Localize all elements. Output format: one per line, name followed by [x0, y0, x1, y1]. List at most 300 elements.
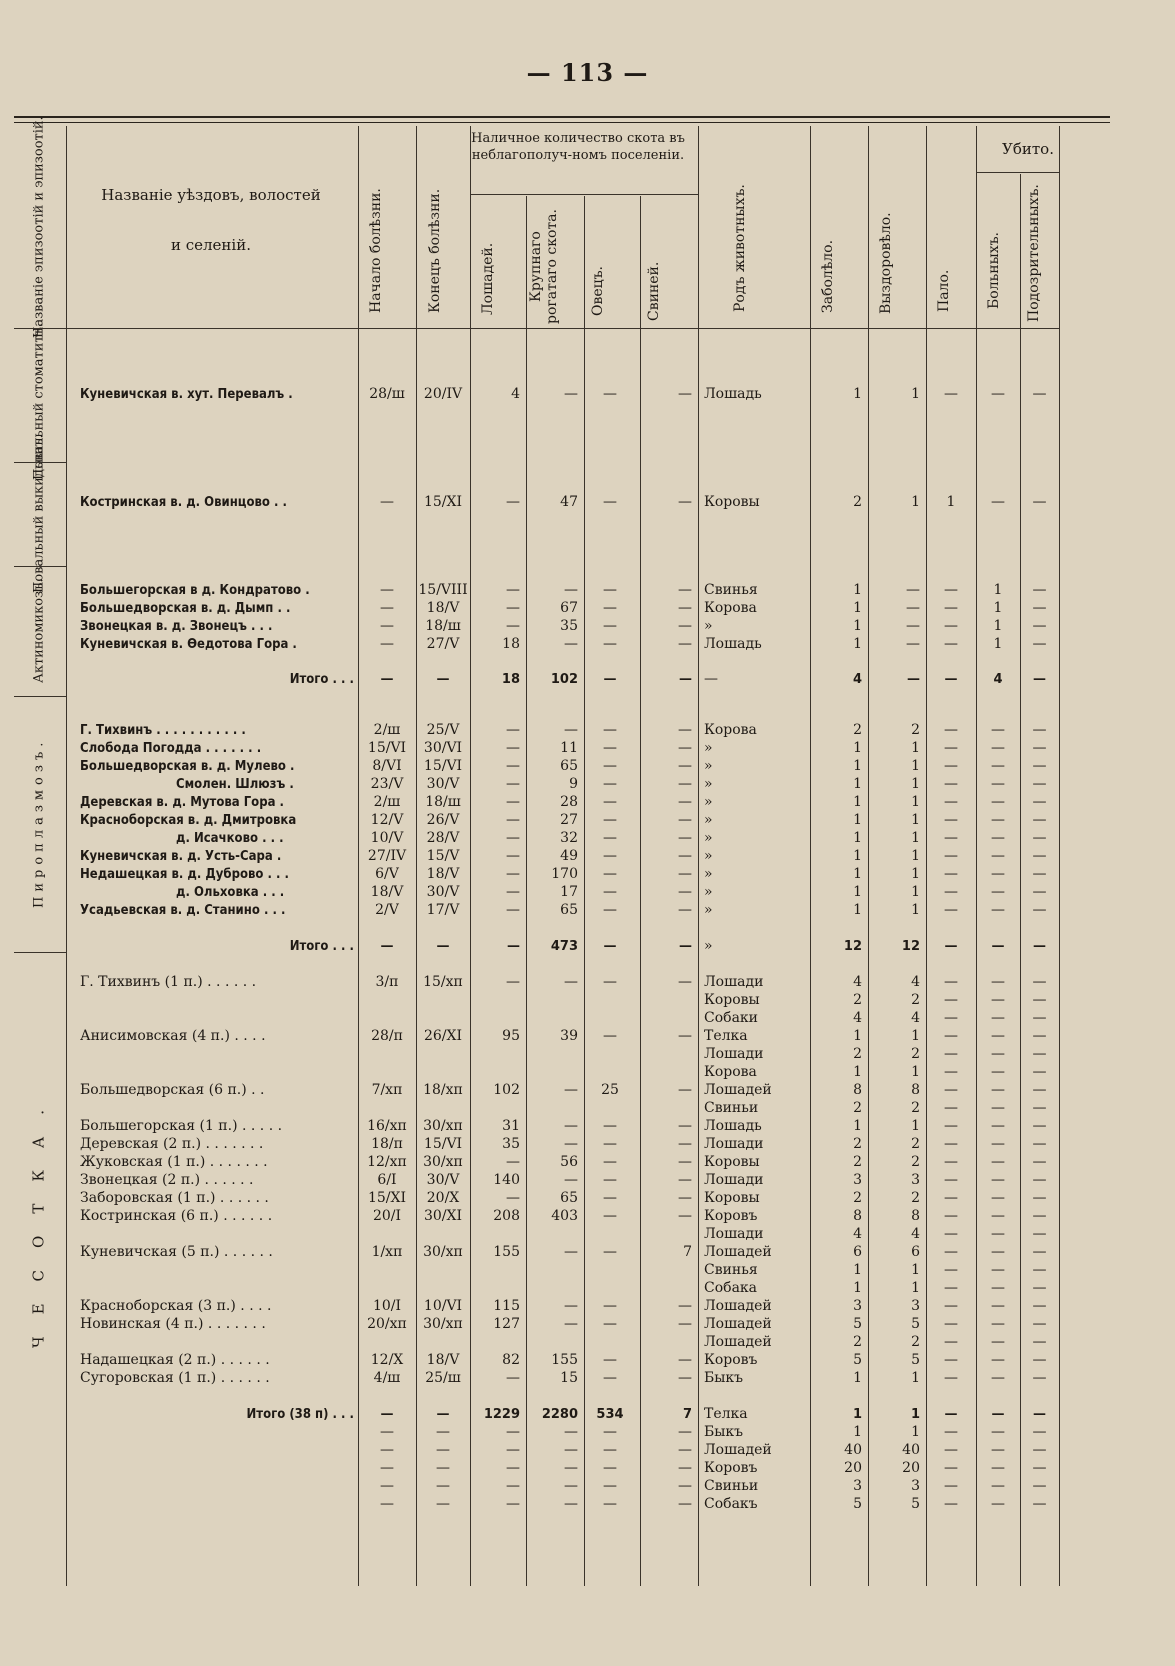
cell-killed-sick: —: [991, 1407, 1005, 1422]
cell-killed-sick: —: [991, 866, 1005, 882]
cell-killed-suspect: —: [1032, 830, 1047, 846]
row-place-name: Большедворская в. д. Дымп . .: [80, 601, 291, 616]
cell-pigs: —: [678, 776, 692, 792]
cell-recovered: 4: [911, 1010, 920, 1026]
cell-sheep: —: [603, 758, 617, 774]
cell-killed-suspect: —: [1033, 939, 1046, 954]
cell-killed-suspect: —: [1032, 1028, 1047, 1044]
cell-animal-kind: Коровъ: [704, 1208, 758, 1224]
cell-died: —: [944, 740, 958, 756]
section-rule: [14, 462, 66, 463]
row-place-name: Смолен. Шлюзъ .: [176, 777, 294, 792]
cell-horses: —: [506, 1190, 520, 1206]
cell-end: 15/хп: [423, 974, 463, 990]
cell-killed-sick: —: [991, 939, 1005, 954]
cell-fell-ill: 1: [853, 582, 862, 598]
cell-died: —: [944, 1064, 958, 1080]
cell-fell-ill: 1: [853, 1064, 862, 1080]
cell-animal-kind: »: [704, 812, 713, 828]
cell-pigs: —: [678, 902, 692, 918]
cell-fell-ill: 40: [844, 1442, 862, 1458]
cell-big-cattle: 28: [560, 794, 578, 810]
cell-sheep: —: [603, 1298, 617, 1314]
cell-animal-kind: »: [704, 740, 713, 756]
cell-killed-sick: —: [991, 494, 1005, 510]
cell-start: 15/XI: [367, 1190, 407, 1206]
column-rule: [416, 126, 417, 1586]
cell-animal-kind: Лошадей: [704, 1334, 772, 1350]
cell-recovered: 1: [911, 1424, 920, 1440]
cell-end: 18/хп: [423, 1082, 463, 1098]
cell-died: —: [944, 992, 958, 1008]
cell-killed-sick: —: [991, 1136, 1005, 1152]
cell-animal-kind: »: [704, 758, 713, 774]
cell-big-cattle: —: [564, 386, 578, 402]
cell-recovered: 1: [911, 902, 920, 918]
cell-killed-suspect: —: [1032, 1478, 1047, 1494]
cell-end: 30/V: [426, 884, 460, 900]
cell-recovered: 2: [911, 1136, 920, 1152]
cell-big-cattle: —: [564, 1424, 578, 1440]
cell-died: —: [944, 1208, 958, 1224]
cell-start: 18/V: [370, 884, 404, 900]
cell-horses: —: [506, 582, 520, 598]
cell-recovered: 1: [911, 848, 920, 864]
cell-start: 3/п: [375, 974, 399, 990]
cell-died: —: [944, 672, 958, 687]
cell-end: 15/XI: [423, 494, 463, 510]
cell-animal-kind: »: [704, 938, 713, 954]
row-place-name: Звонецкая (2 п.) . . . . . .: [80, 1172, 254, 1188]
cell-sheep: —: [603, 1172, 617, 1188]
cell-animal-kind: Быкъ: [704, 1370, 744, 1386]
cell-animal-kind: Свинья: [704, 582, 758, 598]
row-place-name: Слобода Погодда . . . . . . .: [80, 741, 262, 756]
cell-killed-sick: —: [991, 758, 1005, 774]
cell-fell-ill: 1: [853, 618, 862, 634]
cell-recovered: 5: [911, 1316, 920, 1332]
section-stomatitis: Повальный стоматитъ.: [31, 323, 47, 481]
cell-died: —: [944, 1352, 958, 1368]
cell-horses: —: [506, 974, 520, 990]
epizootic-table: [14, 116, 1110, 1586]
cell-animal-kind: Собака: [704, 1280, 758, 1296]
cell-start: —: [380, 582, 394, 598]
cell-sheep: 534: [596, 1407, 624, 1422]
row-place-name: Большегорская (1 п.) . . . . .: [80, 1118, 283, 1134]
cell-big-cattle: —: [564, 1496, 578, 1512]
cell-sheep: —: [603, 600, 617, 616]
cell-died: —: [944, 1334, 958, 1350]
cell-died: —: [944, 1370, 958, 1386]
cell-killed-suspect: —: [1032, 1136, 1047, 1152]
cell-start: —: [380, 1460, 394, 1476]
cell-big-cattle: —: [564, 974, 578, 990]
cell-fell-ill: 2: [853, 1100, 862, 1116]
column-rule: [1020, 174, 1021, 1586]
cell-killed-suspect: —: [1032, 1118, 1047, 1134]
header-rule: [14, 328, 1059, 329]
section-rule: [14, 952, 66, 953]
cell-animal-kind: Корова: [704, 600, 757, 616]
cell-killed-suspect: —: [1032, 812, 1047, 828]
column-rule: [810, 126, 811, 1586]
cell-horses: —: [506, 758, 520, 774]
cell-end: 17/V: [426, 902, 460, 918]
cell-animal-kind: Коровы: [704, 1154, 760, 1170]
cell-animal-kind: Быкъ: [704, 1424, 744, 1440]
cell-killed-sick: —: [991, 1262, 1005, 1278]
cell-animal-kind: »: [704, 902, 713, 918]
cell-killed-sick: —: [991, 1208, 1005, 1224]
cell-animal-kind: »: [704, 794, 713, 810]
cell-big-cattle: 2280: [541, 1407, 578, 1422]
section-scabies: ЧЕСОТКА.: [29, 1087, 48, 1349]
total-row-label: Итого . . .: [289, 939, 354, 954]
cell-recovered: 1: [911, 386, 920, 402]
cell-start: —: [380, 618, 394, 634]
cell-big-cattle: —: [564, 722, 578, 738]
cell-pigs: —: [678, 1442, 692, 1458]
cell-start: —: [380, 1442, 394, 1458]
cell-fell-ill: 1: [853, 902, 862, 918]
cell-sheep: —: [603, 812, 617, 828]
cell-animal-kind: Телка: [704, 1406, 748, 1422]
cell-fell-ill: 1: [853, 386, 862, 402]
cell-pigs: —: [678, 1424, 692, 1440]
row-place-name: Красноборская (3 п.) . . . .: [80, 1298, 272, 1314]
cell-pigs: —: [679, 939, 692, 954]
cell-recovered: 2: [911, 1190, 920, 1206]
cell-fell-ill: 5: [853, 1316, 862, 1332]
cell-sheep: —: [603, 1478, 617, 1494]
cell-killed-sick: —: [991, 1244, 1005, 1260]
cell-killed-suspect: —: [1032, 1334, 1047, 1350]
cell-killed-suspect: —: [1032, 848, 1047, 864]
cell-recovered: 3: [911, 1478, 920, 1494]
cell-end: 15/VIII: [418, 582, 468, 598]
cell-start: 2/ш: [373, 722, 401, 738]
row-place-name: Сугоровская (1 п.) . . . . . .: [80, 1370, 270, 1386]
header-died: Пало.: [936, 269, 952, 313]
cell-sheep: —: [603, 830, 617, 846]
cell-recovered: 1: [911, 830, 920, 846]
cell-killed-suspect: —: [1032, 1010, 1047, 1026]
cell-killed-sick: —: [991, 1316, 1005, 1332]
cell-killed-sick: 4: [993, 672, 1003, 687]
cell-fell-ill: 1: [853, 848, 862, 864]
header-killed-sick: Больныхъ.: [986, 232, 1002, 310]
cell-killed-sick: —: [991, 830, 1005, 846]
cell-pigs: —: [678, 582, 692, 598]
cell-animal-kind: »: [704, 618, 713, 634]
column-rule: [470, 126, 471, 1586]
cell-horses: 95: [502, 1028, 520, 1044]
cell-end: 30/V: [426, 776, 460, 792]
cell-horses: 102: [493, 1082, 520, 1098]
cell-fell-ill: 2: [853, 1136, 862, 1152]
cell-killed-sick: —: [991, 1334, 1005, 1350]
cell-start: 18/п: [371, 1136, 403, 1152]
cell-died: —: [944, 1442, 958, 1458]
cell-big-cattle: —: [564, 1478, 578, 1494]
cell-horses: 127: [493, 1316, 520, 1332]
cell-start: 4/ш: [373, 1370, 401, 1386]
cell-animal-kind: Коровы: [704, 494, 760, 510]
cell-big-cattle: 9: [569, 776, 578, 792]
cell-fell-ill: 5: [853, 1352, 862, 1368]
cell-sheep: —: [603, 1442, 617, 1458]
cell-died: —: [944, 386, 958, 402]
cell-recovered: 1: [911, 1064, 920, 1080]
cell-big-cattle: 49: [560, 848, 578, 864]
cell-start: 23/V: [370, 776, 404, 792]
row-place-name: Новинская (4 п.) . . . . . . .: [80, 1316, 266, 1332]
row-place-name: Деревская (2 п.) . . . . . . .: [80, 1136, 264, 1152]
cell-killed-suspect: —: [1032, 1352, 1047, 1368]
cell-fell-ill: 1: [853, 830, 862, 846]
cell-killed-sick: —: [991, 1064, 1005, 1080]
cell-killed-suspect: —: [1032, 618, 1047, 634]
cell-killed-suspect: —: [1032, 1100, 1047, 1116]
cell-big-cattle: 17: [560, 884, 578, 900]
cell-pigs: —: [678, 1460, 692, 1476]
cell-big-cattle: —: [564, 1460, 578, 1476]
cell-fell-ill: 1: [853, 758, 862, 774]
cell-killed-sick: 1: [993, 582, 1003, 598]
cell-start: 28/ш: [369, 386, 405, 402]
cell-pigs: —: [678, 636, 692, 652]
cell-died: —: [944, 636, 958, 652]
cell-killed-sick: —: [991, 776, 1005, 792]
cell-pigs: —: [678, 794, 692, 810]
cell-fell-ill: 1: [853, 1424, 862, 1440]
cell-killed-suspect: —: [1032, 494, 1047, 510]
cell-animal-kind: —: [704, 671, 718, 687]
cell-recovered: 1: [911, 740, 920, 756]
cell-killed-sick: —: [991, 1442, 1005, 1458]
cell-died: —: [944, 848, 958, 864]
cell-end: —: [436, 1460, 450, 1476]
cell-start: —: [380, 1407, 394, 1422]
cell-died: —: [944, 902, 958, 918]
cell-recovered: 1: [911, 812, 920, 828]
cell-killed-sick: —: [991, 902, 1005, 918]
cell-horses: 140: [493, 1172, 520, 1188]
cell-horses: —: [506, 812, 520, 828]
cell-killed-sick: —: [991, 812, 1005, 828]
cell-animal-kind: »: [704, 848, 713, 864]
row-place-name: Жуковская (1 п.) . . . . . . .: [80, 1154, 268, 1170]
cell-start: —: [380, 600, 394, 616]
cell-killed-suspect: —: [1032, 902, 1047, 918]
cell-fell-ill: 2: [853, 722, 862, 738]
cell-killed-suspect: —: [1032, 582, 1047, 598]
cell-sheep: —: [603, 848, 617, 864]
cell-recovered: 40: [902, 1442, 920, 1458]
cell-big-cattle: 102: [550, 672, 578, 687]
cell-sheep: —: [603, 794, 617, 810]
cell-start: 12/X: [370, 1352, 404, 1368]
row-place-name: Куневичская в. д. Усть-Сара .: [80, 849, 282, 864]
cell-pigs: 7: [682, 1407, 692, 1422]
cell-big-cattle: —: [564, 1082, 578, 1098]
row-place-name: Надашецкая (2 п.) . . . . . .: [80, 1352, 270, 1368]
cell-pigs: —: [678, 1136, 692, 1152]
cell-end: 18/V: [426, 866, 460, 882]
cell-end: —: [436, 1424, 450, 1440]
cell-died: —: [944, 1424, 958, 1440]
cell-horses: 31: [502, 1118, 520, 1134]
cell-pigs: —: [678, 1370, 692, 1386]
header-name-line2: и селеній.: [170, 236, 251, 254]
cell-killed-sick: —: [991, 1010, 1005, 1026]
cell-killed-sick: —: [991, 1046, 1005, 1062]
cell-start: 27/IV: [367, 848, 407, 864]
cell-recovered: 2: [911, 992, 920, 1008]
cell-killed-suspect: —: [1032, 776, 1047, 792]
cell-died: —: [944, 776, 958, 792]
header-recovered: Выздоровѣло.: [878, 212, 894, 315]
cell-pigs: —: [679, 672, 692, 687]
cell-end: 15/V: [426, 848, 460, 864]
cell-sheep: —: [603, 902, 617, 918]
cell-recovered: 3: [911, 1298, 920, 1314]
cell-end: 18/V: [426, 600, 460, 616]
cell-end: 30/хп: [423, 1118, 463, 1134]
cell-pigs: —: [678, 830, 692, 846]
cell-died: —: [944, 618, 958, 634]
header-rule: [976, 172, 1059, 173]
header-horses: Лошадей.: [480, 242, 496, 315]
cell-end: 26/XI: [423, 1028, 463, 1044]
cell-fell-ill: 3: [853, 1172, 862, 1188]
cell-pigs: —: [678, 1172, 692, 1188]
cell-killed-sick: —: [991, 1370, 1005, 1386]
cell-recovered: —: [906, 582, 920, 598]
cell-horses: —: [506, 1478, 520, 1494]
cell-sheep: —: [603, 1136, 617, 1152]
cell-end: 18/ш: [425, 618, 461, 634]
cell-recovered: 4: [911, 974, 920, 990]
cell-sheep: —: [603, 1424, 617, 1440]
cell-killed-sick: —: [991, 794, 1005, 810]
cell-pigs: —: [678, 848, 692, 864]
cell-died: —: [944, 1407, 958, 1422]
cell-pigs: —: [678, 1352, 692, 1368]
cell-died: —: [944, 866, 958, 882]
cell-pigs: —: [678, 740, 692, 756]
cell-killed-suspect: —: [1032, 1298, 1047, 1314]
cell-fell-ill: 1: [853, 600, 862, 616]
cell-horses: —: [506, 1154, 520, 1170]
cell-animal-kind: Лошади: [704, 1136, 764, 1152]
cell-end: 18/ш: [425, 794, 461, 810]
cell-sheep: 25: [601, 1082, 619, 1098]
cell-start: 7/хп: [371, 1082, 403, 1098]
cell-killed-sick: —: [991, 1496, 1005, 1512]
header-end: Конецъ болѣзни.: [427, 188, 443, 314]
cell-pigs: —: [678, 1496, 692, 1512]
column-rule: [976, 126, 977, 1586]
cell-animal-kind: »: [704, 830, 713, 846]
cell-recovered: —: [906, 600, 920, 616]
cell-start: 15/VI: [367, 740, 407, 756]
cell-died: —: [944, 722, 958, 738]
cell-big-cattle: 32: [560, 830, 578, 846]
cell-start: —: [380, 1496, 394, 1512]
cell-end: 26/V: [426, 812, 460, 828]
cell-sheep: —: [603, 722, 617, 738]
cell-end: —: [436, 1407, 450, 1422]
cell-horses: —: [506, 1442, 520, 1458]
cell-fell-ill: 1: [853, 1370, 862, 1386]
cell-killed-suspect: —: [1032, 1370, 1047, 1386]
cell-end: 10/VI: [423, 1298, 463, 1314]
cell-killed-suspect: —: [1032, 866, 1047, 882]
cell-recovered: 1: [911, 1028, 920, 1044]
cell-animal-kind: Лошади: [704, 1172, 764, 1188]
cell-horses: 35: [502, 1136, 520, 1152]
cell-pigs: —: [678, 974, 692, 990]
cell-animal-kind: »: [704, 776, 713, 792]
cell-big-cattle: 65: [560, 1190, 578, 1206]
cell-killed-suspect: —: [1032, 992, 1047, 1008]
cell-pigs: —: [678, 1298, 692, 1314]
cell-start: 20/I: [372, 1208, 402, 1224]
cell-animal-kind: »: [704, 884, 713, 900]
cell-start: 6/V: [375, 866, 399, 882]
cell-big-cattle: —: [564, 1316, 578, 1332]
cell-killed-suspect: —: [1032, 1460, 1047, 1476]
cell-animal-kind: Свинья: [704, 1262, 758, 1278]
cell-recovered: 1: [911, 866, 920, 882]
cell-fell-ill: 1: [853, 794, 862, 810]
cell-fell-ill: 3: [853, 1298, 862, 1314]
row-place-name: Костринская (6 п.) . . . . . .: [80, 1208, 273, 1224]
cell-killed-suspect: —: [1032, 758, 1047, 774]
cell-fell-ill: 1: [853, 1118, 862, 1134]
cell-killed-sick: —: [991, 740, 1005, 756]
cell-pigs: —: [678, 1316, 692, 1332]
cell-recovered: —: [907, 672, 920, 687]
cell-fell-ill: 4: [853, 1010, 862, 1026]
cell-died: —: [944, 1136, 958, 1152]
cell-pigs: —: [678, 494, 692, 510]
cell-sheep: —: [603, 1154, 617, 1170]
cell-end: —: [436, 939, 450, 954]
cell-killed-suspect: —: [1032, 1226, 1047, 1242]
row-place-name: Куневичская в. хут. Перевалъ .: [80, 387, 293, 402]
cell-big-cattle: 11: [560, 740, 578, 756]
cell-end: 15/VI: [423, 1136, 463, 1152]
cell-pigs: —: [678, 722, 692, 738]
cell-sheep: —: [603, 1028, 617, 1044]
cell-animal-kind: Свиньи: [704, 1100, 759, 1116]
cell-sheep: —: [603, 386, 617, 402]
cell-recovered: 12: [901, 939, 920, 954]
cell-killed-suspect: —: [1032, 974, 1047, 990]
cell-start: 10/I: [372, 1298, 402, 1314]
row-place-name: Красноборская в. д. Дмитровка: [80, 813, 297, 828]
cell-end: —: [436, 1478, 450, 1494]
column-rule: [1059, 126, 1060, 1586]
cell-start: —: [380, 939, 394, 954]
cell-killed-sick: 1: [993, 618, 1003, 634]
cell-end: 30/хп: [423, 1316, 463, 1332]
cell-horses: —: [506, 902, 520, 918]
cell-sheep: —: [603, 494, 617, 510]
